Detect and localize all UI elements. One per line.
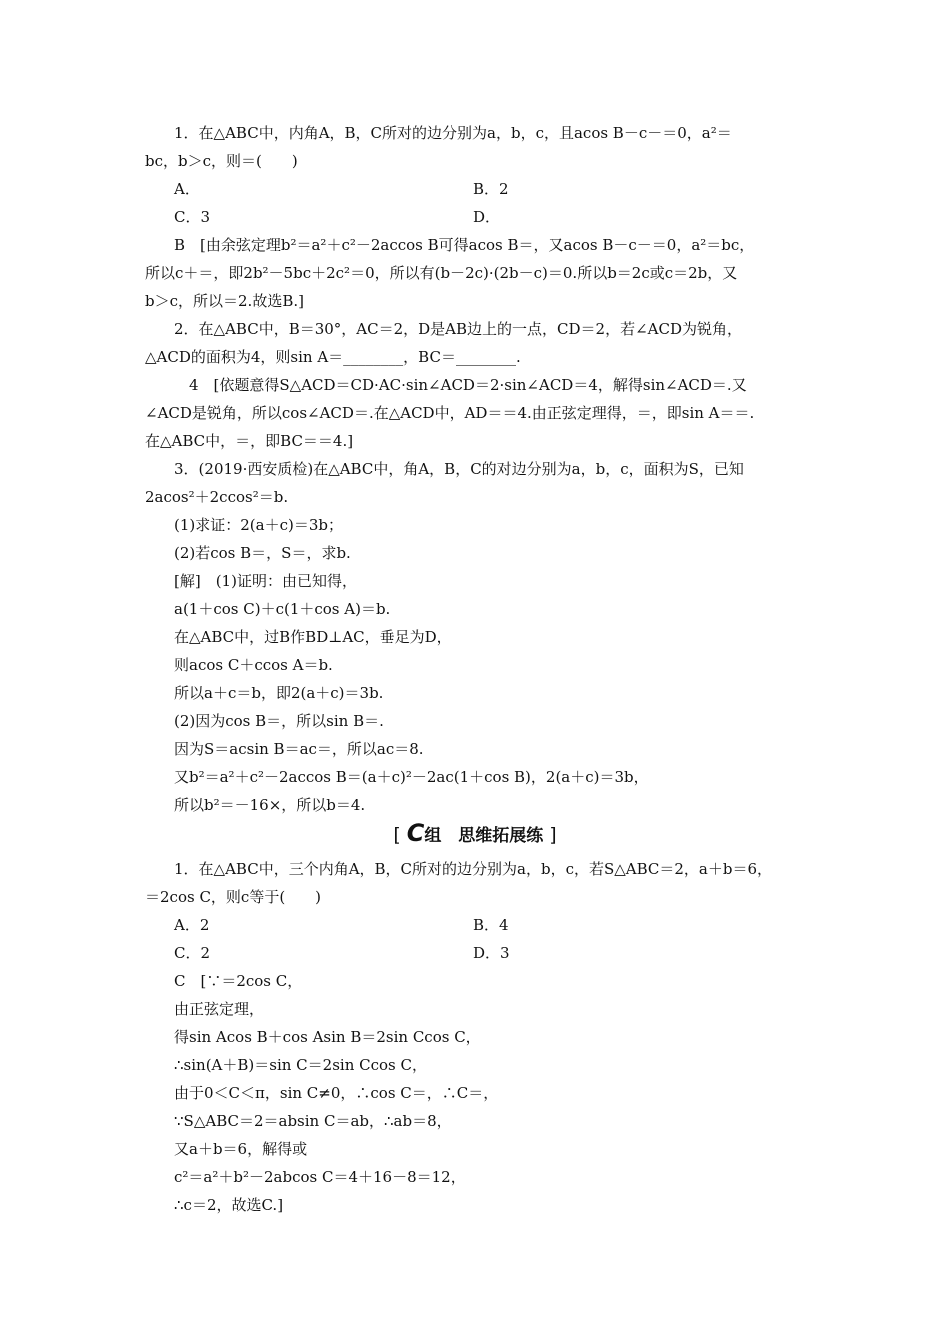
q1-option-a: A．: [174, 180, 200, 198]
c-q1-solution-line7: 又a＋b＝6，解得或: [174, 1140, 308, 1158]
q3-stem-line1: 3．(2019·西安质检)在△ABC中，角A，B，C的对边分别为a，b，c，面积为S，已知: [174, 460, 744, 478]
c-q1-solution-line2: 由正弦定理，: [174, 1000, 265, 1018]
c-q1-option-d: D．3: [473, 944, 510, 962]
c-q1-solution-line3: 得sin Acos B＋cos Asin B＝2sin Ccos C，: [174, 1028, 481, 1046]
q1-answer-line3: b＞c，所以＝2.故选B.]: [145, 292, 304, 310]
c-q1-solution-line8: c²＝a²＋b²－2abcos C＝4＋16－8＝12，: [174, 1168, 466, 1186]
q1-answer-line2: 所以c＋＝，即2b²－5bc＋2c²＝0，所以有(b－2c)·(2b－c)＝0.所以b＝2c或c＝2b，又: [145, 264, 738, 282]
section-c-heading: [0, 821, 950, 848]
q2-answer-line2: ∠ACD是锐角，所以cos∠ACD＝.在△ACD中，AD＝＝4.由正弦定理得，＝，即sin A＝＝.: [145, 404, 755, 422]
heading-group-letter: C: [406, 819, 425, 847]
heading-close-bracket: ]: [549, 824, 557, 846]
q3-stem-line2: 2acos²＋2ccos²＝b.: [145, 488, 289, 506]
q1-stem-line2: bc，b＞c，则＝( ): [145, 152, 298, 170]
c-q1-option-c: C．2: [174, 944, 211, 962]
q2-answer-line3: 在△ABC中，＝，即BC＝＝4.]: [145, 432, 354, 450]
heading-title: 组 思维拓展练: [424, 826, 544, 846]
q3-part1: (1)求证：2(a＋c)＝3b；: [174, 516, 343, 534]
c-q1-solution-line1: C [∵＝2cos C，: [174, 972, 303, 990]
q1-answer-line1: B [由余弦定理b²＝a²＋c²－2accos B可得acos B＝，又acos B－c－＝0，a²＝bc，: [174, 236, 755, 254]
c-q1-stem-line2: ＝2cos C，则c等于( ): [145, 888, 322, 906]
q3-solution-line9: 所以b²＝－16×，所以b＝4.: [174, 796, 366, 814]
q1-stem-line1: 1．在△ABC中，内角A，B，C所对的边分别为a，b，c，且acos B－c－＝0，a²＝: [174, 124, 732, 142]
q2-answer-line1: 4 [依题意得S△ACD＝CD·AC·sin∠ACD＝2·sin∠ACD＝4，解得sin∠ACD＝.又: [174, 376, 747, 394]
q3-solution-line4: 则acos C＋ccos A＝b.: [174, 656, 333, 674]
c-q1-solution-line6: ∵S△ABC＝2＝absin C＝ab，∴ab＝8，: [174, 1112, 452, 1130]
q3-part2: (2)若cos B＝，S＝，求b.: [174, 544, 351, 562]
c-q1-option-b: B．4: [473, 916, 509, 934]
c-q1-solution-line5: 由于0＜C＜π，sin C≠0，∴cos C＝，∴C＝，: [174, 1084, 499, 1102]
q3-solution-line5: 所以a＋c＝b，即2(a＋c)＝3b.: [174, 684, 384, 702]
q3-solution-line8: 又b²＝a²＋c²－2accos B＝(a＋c)²－2ac(1＋cos B)，2(a＋c)＝3b，: [174, 768, 649, 786]
q3-solution-line1: [解] (1)证明：由已知得，: [174, 572, 357, 590]
q2-stem-line1: 2．在△ABC中，B＝30°，AC＝2，D是AB边上的一点，CD＝2，若∠ACD为锐角，: [174, 320, 742, 338]
q1-option-d: D．: [473, 208, 501, 226]
c-q1-stem-line1: 1．在△ABC中，三个内角A，B，C所对的边分别为a，b，c，若S△ABC＝2，a＋b＝6，: [174, 860, 773, 878]
q3-solution-line7: 因为S＝acsin B＝ac＝，所以ac＝8.: [174, 740, 424, 758]
q1-option-b: B．2: [473, 180, 509, 198]
q3-solution-line3: 在△ABC中，过B作BD⊥AC，垂足为D，: [174, 628, 452, 646]
heading-open-bracket: [: [393, 824, 401, 846]
q2-stem-line2: △ACD的面积为4，则sin A＝________，BC＝________.: [145, 348, 521, 366]
c-q1-option-a: A．2: [174, 916, 210, 934]
q1-option-c: C．3: [174, 208, 211, 226]
q3-solution-line6: (2)因为cos B＝，所以sin B＝.: [174, 712, 384, 730]
q3-solution-line2: a(1＋cos C)＋c(1＋cos A)＝b.: [174, 600, 391, 618]
c-q1-solution-line4: ∴sin(A＋B)＝sin C＝2sin Ccos C，: [174, 1056, 427, 1074]
c-q1-solution-line9: ∴c＝2，故选C.]: [174, 1196, 284, 1214]
